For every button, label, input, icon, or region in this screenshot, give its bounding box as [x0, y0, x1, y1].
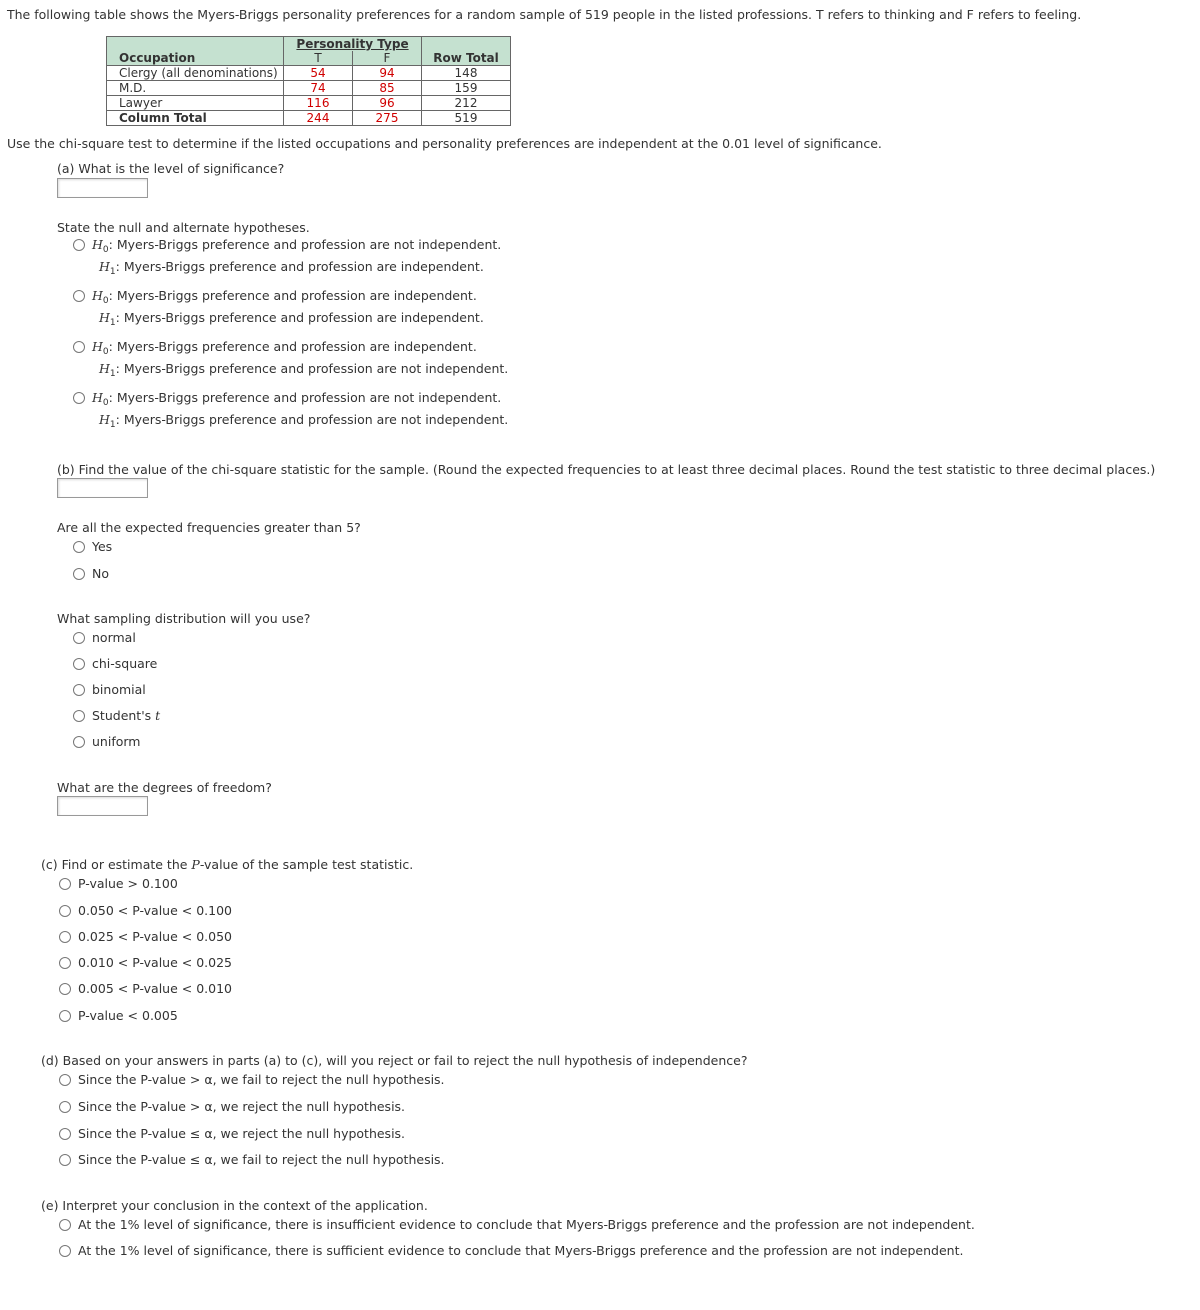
radio-button[interactable] [73, 632, 85, 644]
part-a-question: (a) What is the level of significance? [57, 161, 285, 176]
distribution-option-normal[interactable]: normal [73, 630, 136, 645]
radio-button[interactable] [73, 290, 85, 302]
radio-button[interactable] [59, 1010, 71, 1022]
hypothesis-option-2[interactable]: $H_0$: Myers-Briggs preference and profession are independent. $H_1$: Myers-Briggs preference and profession are independent. [73, 285, 484, 329]
f-cell: 94 [353, 66, 422, 81]
f-cell: 96 [353, 96, 422, 111]
significance-input[interactable] [57, 178, 148, 198]
distribution-option-uniform[interactable]: uniform [73, 734, 140, 749]
degrees-of-freedom-input[interactable] [57, 796, 148, 816]
table-row [107, 96, 511, 111]
hypotheses-prompt: State the null and alternate hypotheses. [57, 220, 310, 235]
expected-option-no[interactable]: No [73, 566, 109, 581]
occupation-cell: M.D. [107, 81, 284, 96]
part-b-question: (b) Find the value of the chi-square statistic for the sample. (Round the expected frequencies to at least three decimal places. Round the test statistic to three decimal places.) [57, 462, 1156, 477]
radio-button[interactable] [73, 541, 85, 553]
pvalue-option-4[interactable]: 0.010 < P-value < 0.025 [59, 955, 232, 970]
df-prompt: What are the degrees of freedom? [57, 780, 272, 795]
distribution-option-students-t[interactable]: Student's t [73, 708, 160, 723]
row-total-header: Row Total [422, 37, 511, 66]
instruction-text: Use the chi-square test to determine if the listed occupations and personality preferences are independent at the 0.01 level of significance. [7, 136, 882, 151]
expected-option-yes[interactable]: Yes [73, 539, 112, 554]
occupation-cell: Clergy (all denominations) [107, 66, 284, 81]
t-cell: 54 [284, 66, 353, 81]
pvalue-option-1[interactable]: P-value > 0.100 [59, 876, 178, 891]
radio-button[interactable] [73, 658, 85, 670]
t-cell: 74 [284, 81, 353, 96]
radio-button[interactable] [59, 905, 71, 917]
chi-square-input[interactable] [57, 478, 148, 498]
distribution-prompt: What sampling distribution will you use? [57, 611, 311, 626]
pvalue-option-3[interactable]: 0.025 < P-value < 0.050 [59, 929, 232, 944]
pvalue-option-6[interactable]: P-value < 0.005 [59, 1008, 178, 1023]
hypothesis-option-3[interactable]: $H_0$: Myers-Briggs preference and profession are independent. $H_1$: Myers-Briggs preference and profession are not independent. [73, 336, 508, 380]
intro-text: The following table shows the Myers-Briggs personality preferences for a random sample of 519 people in the listed professions. T refers to thinking and F refers to feeling. [7, 7, 1082, 22]
radio-button[interactable] [59, 1219, 71, 1231]
distribution-option-binomial[interactable]: binomial [73, 682, 146, 697]
col-t-header: T [284, 51, 353, 66]
table-row [107, 81, 511, 96]
decision-option-2[interactable]: Since the P-value > α, we reject the null hypothesis. [59, 1099, 405, 1114]
column-total-row [107, 111, 511, 126]
part-c-question: (c) Find or estimate the P-value of the sample test statistic. [41, 857, 414, 872]
row-total-cell: 159 [422, 81, 511, 96]
row-total-cell: 148 [422, 66, 511, 81]
column-total-label: Column Total [107, 111, 284, 126]
t-total-cell: 244 [284, 111, 353, 126]
radio-button[interactable] [59, 983, 71, 995]
radio-button[interactable] [59, 1101, 71, 1113]
radio-button[interactable] [73, 341, 85, 353]
radio-button[interactable] [73, 736, 85, 748]
pvalue-option-5[interactable]: 0.005 < P-value < 0.010 [59, 981, 232, 996]
radio-button[interactable] [73, 710, 85, 722]
conclusion-option-1[interactable]: At the 1% level of significance, there is insufficient evidence to conclude that Myers-Briggs preference and the profession are not independent. [59, 1217, 975, 1232]
row-total-cell: 212 [422, 96, 511, 111]
radio-button[interactable] [59, 1245, 71, 1257]
occupation-header: Occupation [107, 37, 284, 66]
radio-button[interactable] [59, 1128, 71, 1140]
f-cell: 85 [353, 81, 422, 96]
radio-button[interactable] [59, 1154, 71, 1166]
personality-type-header: Personality Type [284, 37, 422, 52]
radio-button[interactable] [59, 931, 71, 943]
decision-option-4[interactable]: Since the P-value ≤ α, we fail to reject the null hypothesis. [59, 1152, 445, 1167]
radio-button[interactable] [59, 878, 71, 890]
radio-button[interactable] [73, 239, 85, 251]
decision-option-1[interactable]: Since the P-value > α, we fail to reject the null hypothesis. [59, 1072, 445, 1087]
contingency-table [106, 36, 511, 126]
radio-button[interactable] [73, 392, 85, 404]
radio-button[interactable] [73, 684, 85, 696]
radio-button[interactable] [73, 568, 85, 580]
expected-prompt: Are all the expected frequencies greater than 5? [57, 520, 361, 535]
hypothesis-option-1[interactable]: $H_0$: Myers-Briggs preference and profession are not independent. $H_1$: Myers-Briggs preference and profession are independent. [73, 234, 501, 278]
table-row [107, 66, 511, 81]
t-cell: 116 [284, 96, 353, 111]
part-d-question: (d) Based on your answers in parts (a) to (c), will you reject or fail to reject the null hypothesis of independence? [41, 1053, 748, 1068]
grand-total-cell: 519 [422, 111, 511, 126]
pvalue-option-2[interactable]: 0.050 < P-value < 0.100 [59, 903, 232, 918]
conclusion-option-2[interactable]: At the 1% level of significance, there is sufficient evidence to conclude that Myers-Briggs preference and the profession are not independent. [59, 1243, 963, 1258]
hypothesis-option-4[interactable]: $H_0$: Myers-Briggs preference and profession are not independent. $H_1$: Myers-Briggs preference and profession are not independent. [73, 387, 508, 431]
col-f-header: F [353, 51, 422, 66]
decision-option-3[interactable]: Since the P-value ≤ α, we reject the null hypothesis. [59, 1126, 405, 1141]
radio-button[interactable] [59, 957, 71, 969]
f-total-cell: 275 [353, 111, 422, 126]
radio-button[interactable] [59, 1074, 71, 1086]
part-e-question: (e) Interpret your conclusion in the context of the application. [41, 1198, 428, 1213]
occupation-cell: Lawyer [107, 96, 284, 111]
distribution-option-chi-square[interactable]: chi-square [73, 656, 157, 671]
